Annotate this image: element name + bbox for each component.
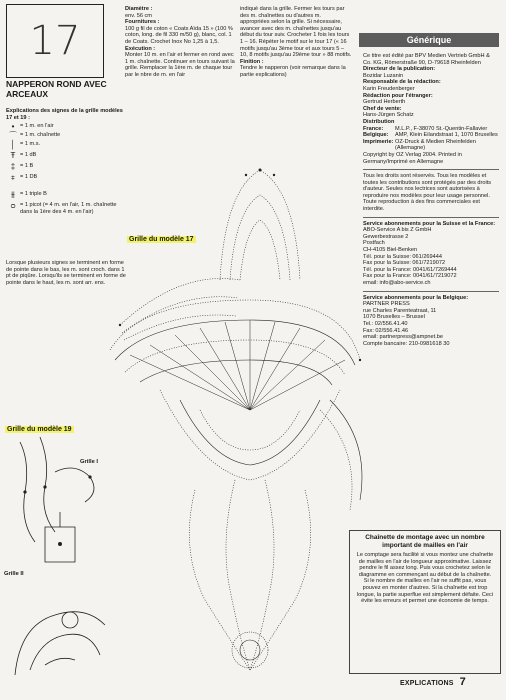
grid-2-label: Grille II <box>4 571 24 577</box>
chain-stitch-symbol: • <box>11 122 15 132</box>
crochet-diagram-19-grid-2 <box>5 585 120 685</box>
abo-suisse-line: Postfach <box>363 240 385 247</box>
divider <box>363 291 499 292</box>
materials-label: Fournitures : <box>125 19 160 26</box>
grid-17-title: Grille du modèle 17 <box>129 236 194 243</box>
legend-item <box>6 152 124 159</box>
diameter-label: Diamètre : <box>125 6 153 12</box>
abo-suisse-line: Fax pour la Suisse: 061/7219072 <box>363 260 446 267</box>
legend-text: = 1 triple B <box>20 191 47 198</box>
legend-text: = 1 m. chaînette <box>20 132 61 139</box>
tip-box-text: Le comptage sera facilité si vous montez une chaînette de mailles en l'air de longueur approximative. Laissez pendre le fil assez long. Puis vous crochetez selon le diagramme en commençant au début de la chaînette. Si le nombre de mailles en l'air ne suffit pas, vous pouvez en monter d'autres. Si la chaînette est trop longue, la partie superflue est simplement défaite. Ceci évite les erreurs et permet une économie de temps. <box>356 552 494 605</box>
abo-suisse-line: Gewerbestrasse 2 <box>363 233 409 240</box>
copyright: Copyright by OZ Verlag 2004. Printed in Germany/Imprimé en Allemagne <box>363 151 462 165</box>
tip-box <box>349 530 501 674</box>
legend-text: = 1 B <box>20 163 34 170</box>
instructions-column-1 <box>125 6 235 79</box>
abo-belgique-line: PARTNER PRESS <box>363 301 410 308</box>
editor: Karin Freudenberger <box>363 85 415 92</box>
grid-1-label: Grille I <box>80 459 99 465</box>
abo-belgique-heading: Service abonnements pour la Belgique: <box>363 294 469 301</box>
printer-value: OZ-Druck & Medien Rheinfelden (Allemagne) <box>395 138 476 152</box>
rights-notice: Tous les droits sont réservés. Tous les modèles et toutes les contributions sont protégés par des droits d'auteur. Seules nos lectrices sont autorisées à reproduire nos modèles pour leur usage personnel. Toute reproduction à des fins commerciales est interdite. <box>363 173 492 213</box>
legend-item <box>6 132 124 139</box>
page-footer <box>400 676 466 688</box>
legend-item <box>6 202 124 215</box>
abo-belgique-line: Fax: 02/556.41.46 <box>363 327 409 334</box>
grid-17-label <box>127 228 196 246</box>
sales-chief-label: Chef de vente: <box>363 105 402 112</box>
abo-suisse-line: ABO-Service A bis Z GmbH <box>363 227 432 234</box>
grid-19-title: Grille du modèle 19 <box>7 426 72 433</box>
legend-note: Lorsque plusieurs signes se terminent en forme de pointe dans le bas, les m. sont croch. dans 1 pt de piqûre. Lorsqu'ils se terminent en forme de pointe dans le haut, les m. sont arr. ens. <box>6 260 126 286</box>
divider <box>363 169 499 170</box>
finishing-label: Finition : <box>240 58 264 65</box>
legend-item <box>6 123 124 130</box>
single-crochet-symbol: │ <box>10 140 16 150</box>
distribution-france <box>363 126 499 133</box>
distribution-label: Distribution <box>363 118 395 125</box>
abo-belgique-line: email: partnerpress@ampnet.be <box>363 334 443 341</box>
abo-belgique-line: Tel.: 02/556.41.40 <box>363 320 408 327</box>
model-number: 17 <box>29 18 81 64</box>
editor-label: Responsable de la rédaction: <box>363 79 441 86</box>
legend-text: = 1 DB <box>20 174 38 181</box>
legend-item <box>6 191 124 198</box>
printer-key: Imprimerie: <box>363 138 394 145</box>
legend-text: = 1 dB <box>20 152 37 159</box>
abo-suisse-line: CH-4105 Biel-Benken <box>363 247 418 254</box>
treble-symbol: ⧧ <box>10 173 16 183</box>
abo-suisse-line: Fax pour la France: 0041/61/7219072 <box>363 273 457 280</box>
publication-director-label: Directeur de la publication: <box>363 66 436 73</box>
double-symbol: ‡ <box>10 162 16 172</box>
finishing-text: Tendre le napperon (voir remarque dans la partie explications) <box>240 65 346 78</box>
instructions-column-2 <box>240 6 352 79</box>
execution-label: Exécution : <box>125 45 156 52</box>
legend-item <box>6 174 124 181</box>
triple-treble-symbol: ⫵ <box>11 190 15 200</box>
publication-director: Bozidar Luzanin <box>363 72 404 79</box>
materials-text: 100 g fil de coton « Coats Aïda 15 » (100 % coton, long. de fil 330 m/50 g), blanc, col. 1 de Coats. Crochet Inox No 1,25 à 1,5. <box>125 25 233 45</box>
abo-suisse-line: Tél. pour la Suisse: 061/269444 <box>363 253 442 260</box>
abo-belgique-line: 1070 Bruxelles – Brussel <box>363 314 425 321</box>
legend-item <box>6 163 124 170</box>
abo-belgique-line: Compte bancaire: 210-0981618 30 <box>363 340 450 347</box>
diameter-value: env. 56 cm <box>125 12 152 19</box>
printer <box>363 139 499 152</box>
section-label: EXPLICATIONS <box>400 680 454 687</box>
generique-header: Générique <box>359 33 499 47</box>
belgium-value: AMP, Klein Eilandstraat 1, 1070 Bruxelles <box>395 132 498 139</box>
abo-belgique-line: rue Charles Parenteatraat, 11 <box>363 307 437 314</box>
divider <box>363 217 499 218</box>
page-number: 7 <box>459 676 466 688</box>
belgium-key: Belgique: <box>363 132 389 139</box>
foreign-editor: Gertrud Herberth <box>363 99 406 106</box>
model-number-box <box>6 4 104 78</box>
picot-symbol: ᴑ <box>10 201 16 211</box>
slip-stitch-symbol: ⌒ <box>9 131 17 141</box>
france-key: France: <box>363 125 384 132</box>
legend-heading: Explications des signes de la grille modèles 17 et 19 : <box>6 108 123 121</box>
symbol-legend <box>6 108 124 217</box>
half-double-symbol: Ŧ <box>10 151 16 161</box>
france-value: M.L.P., F-38070 St.-Quentin-Fallavier <box>395 125 488 132</box>
abo-suisse-line: email: info@abo-service.ch <box>363 280 431 286</box>
abo-suisse-heading: Service abonnements pour la Suisse et la France: <box>363 220 496 227</box>
legend-text: = 1 picot (= 4 m. en l'air, 1 m. chaînette dans la 1ère des 4 m. en l'air) <box>20 202 117 215</box>
execution-continued: indiqué dans la grille. Fermer les tours par des m. chaînettes ou d'autres m. appropriées selon la grille. Si nécessaire, avancer avec des m. chaînettes jusqu'au début du tour suiv. Crocheter 1 fois les tours 1 – 16. Répéter le motif sur le tour 17 (« 16 motifs jusqu'au 3ème tour et aux tours 5 – 10, 8 motifs jusqu'au 29ème tour » 88 motifs. <box>240 6 352 59</box>
credits-column <box>363 53 499 347</box>
publisher-intro: Ce titre est édité par BPV Medien Vertrieb GmbH & Co. KG, Römerstraße 90, D-79618 Rheinfelden <box>363 53 490 66</box>
foreign-editor-label: Rédaction pour l'étranger: <box>363 92 433 99</box>
crochet-diagram-19-grid-1 <box>5 432 115 572</box>
distribution-belgium <box>363 132 499 139</box>
abo-suisse-line: Tél. pour la France: 0041/61/7269444 <box>363 266 457 273</box>
legend-item <box>6 141 124 148</box>
pattern-title: NAPPERON ROND AVEC ARCEAUX <box>6 79 107 99</box>
legend-text: = 1 m.s. <box>20 141 41 148</box>
sales-chief: Hans-Jürgen Schatz <box>363 112 414 119</box>
legend-text: = 1 m. en l'air <box>20 123 54 130</box>
execution-text: Monter 10 m. en l'air et fermer en rond avec 1 m. chaînette. Continuer en tours suivant la grille. Remplacer la 1ère m. de chaque tour par le nbre de m. en l'air <box>125 52 235 78</box>
tip-box-heading: Chaînette de montage avec un nombre important de mailles en l'air <box>365 534 485 549</box>
